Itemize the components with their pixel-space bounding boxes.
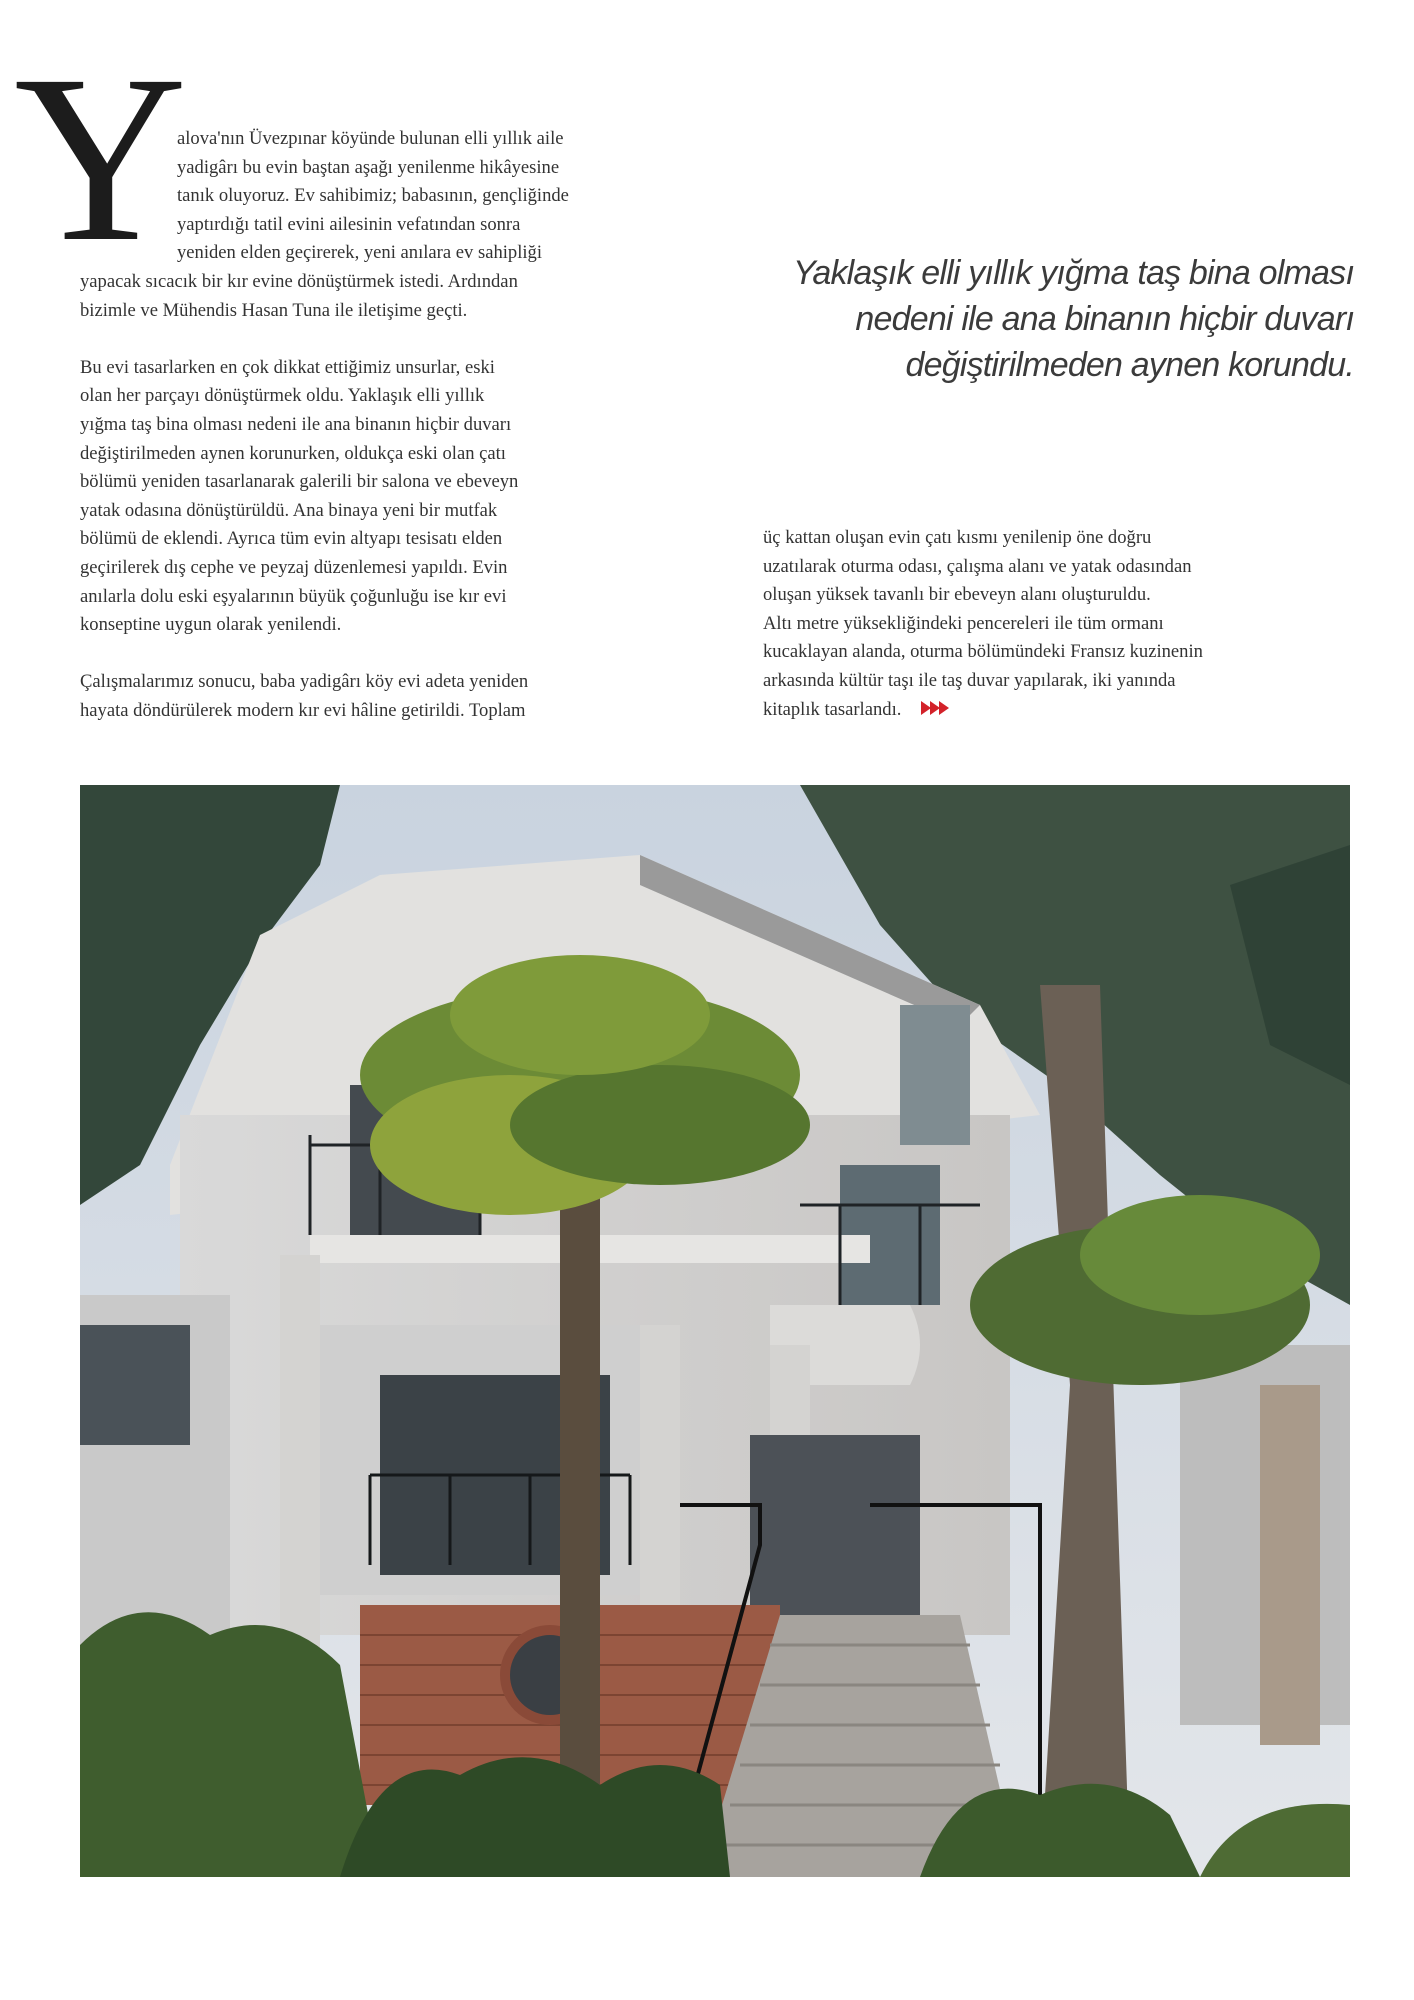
text-line: bölümü de eklendi. Ayrıca tüm evin altyapı tesisatı elden [80, 528, 503, 550]
house-photo [80, 785, 1350, 1877]
text-line: kitaplık tasarlandı. [763, 698, 902, 720]
text-line: yığma taş bina olması nedeni ile ana binanın hiçbir duvarı [80, 413, 512, 435]
text-line: Bu evi tasarlarken en çok dikkat ettiğimiz unsurlar, eski [80, 356, 495, 378]
text-line: Altı metre yüksekliğindeki pencereleri ile tüm ormanı [763, 612, 1164, 634]
text-line: üç kattan oluşan evin çatı kısmı yenilenip öne doğru [763, 527, 1152, 548]
text-line-last [763, 696, 1203, 725]
text-line: konseptine uygun olarak yenilendi. [80, 614, 342, 636]
text-line: Çalışmalarımız sonucu, baba yadigârı köy evi adeta yeniden [80, 671, 529, 693]
text-line: anılarla dolu eski eşyalarının büyük çoğunluğu ise kır evi [80, 585, 507, 607]
text-line: uzatılarak oturma odası, çalışma alanı ve yatak odasından [763, 555, 1192, 577]
pull-quote-line: Yaklaşık elli yıllık yığma taş bina olması [793, 254, 1354, 292]
text-line: olan her parçayı dönüştürmek oldu. Yaklaşık elli yıllık [80, 385, 485, 407]
text-line: bizimle ve Mühendis Hasan Tuna ile iletişime geçti. [80, 299, 468, 321]
text-line: yadigârı bu evin baştan aşağı yenilenme hikâyesine [177, 156, 560, 178]
pull-quote [793, 250, 1354, 388]
pull-quote-line: nedeni ile ana binanın hiçbir duvarı [855, 300, 1354, 338]
house-illustration [80, 785, 1350, 1877]
text-line: değiştirilmeden aynen korunurken, oldukça eski olan çatı [80, 442, 506, 464]
right-column [763, 524, 1203, 725]
drop-cap: Y [14, 25, 188, 291]
text-line: tanık oluyoruz. Ev sahibimiz; babasının, gençliğinde [177, 185, 569, 207]
text-line: yaptırdığı tatil evini ailesinin vefatından sonra [177, 213, 521, 235]
text-line: yeniden elden geçirerek, yeni anılara ev sahipliği [177, 242, 543, 264]
text-line: alova'nın Üvezpınar köyünde bulunan elli yıllık aile [177, 128, 564, 149]
pull-quote-line: değiştirilmeden aynen korundu. [905, 346, 1354, 384]
text-line: hayata döndürülerek modern kır evi hâline getirildi. Toplam [80, 699, 526, 721]
text-line: bölümü yeniden tasarlanarak galerili bir salona ve ebeveyn [80, 471, 519, 493]
left-column [80, 268, 528, 726]
text-line: oluşan yüksek tavanlı bir ebeveyn alanı oluşturuldu. [763, 584, 1151, 606]
text-line: arkasında kültür taşı ile taş duvar yapılarak, iki yanında [763, 669, 1176, 691]
text-line: yapacak sıcacık bir kır evine dönüştürmek istedi. Ardından [80, 271, 518, 292]
double-chevron-right-icon [921, 696, 957, 725]
text-line: yatak odasına dönüştürüldü. Ana binaya yeni bir mutfak [80, 499, 498, 521]
text-line: kucaklayan alanda, oturma bölümündeki Fransız kuzinenin [763, 641, 1203, 663]
text-line: geçirilerek dış cephe ve peyzaj düzenlemesi yapıldı. Evin [80, 556, 508, 578]
intro-paragraph-indented [177, 125, 569, 268]
